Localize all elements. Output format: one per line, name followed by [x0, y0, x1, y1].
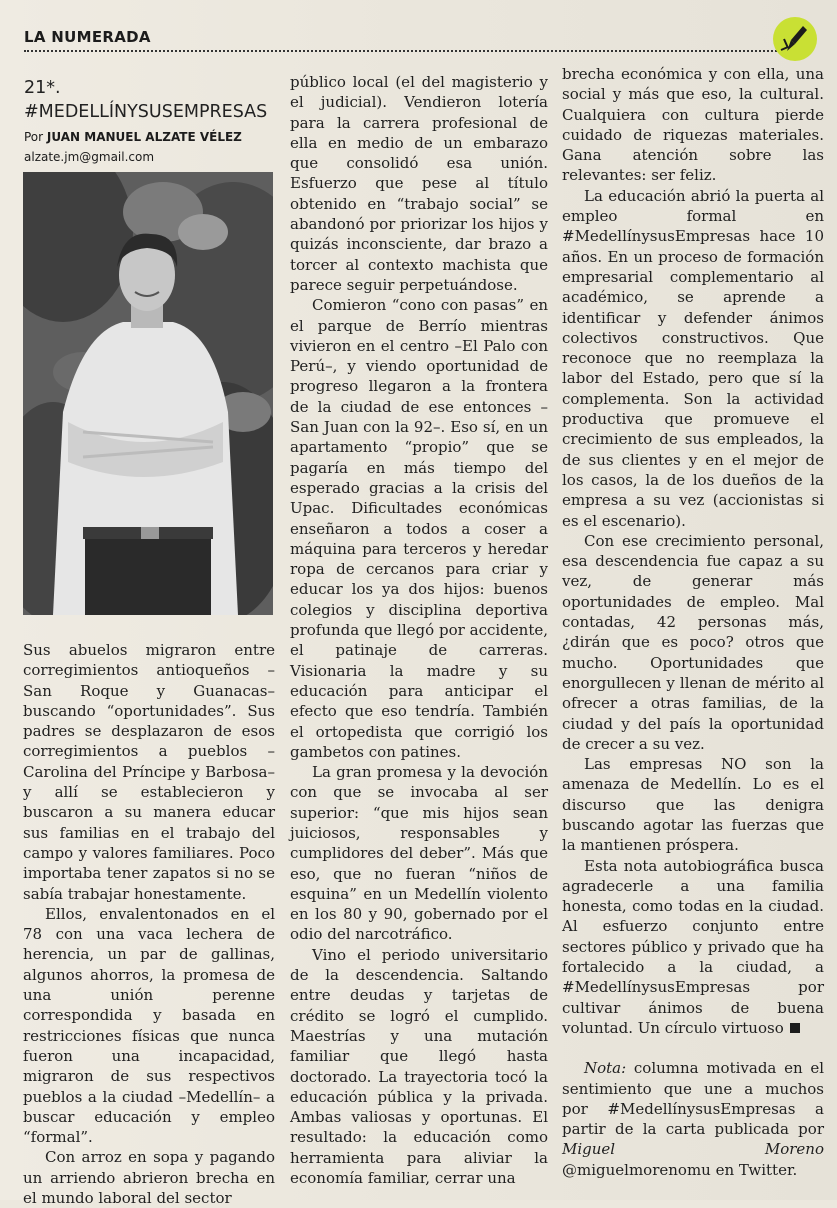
- note-paragraph: [562, 1058, 824, 1180]
- pen-nib-icon: [773, 17, 817, 61]
- paragraph: La gran promesa y la devoción con que se invocaba al ser superior: “que mis hijos sean juiciosos, responsables y cumplidores del deber”. Más que eso, que no fueran “niños de esquina” en un Medellín violento en los 80 y 90, gobernado por el odio del narcotráfico.: [290, 763, 548, 944]
- paragraph: Ellos, envalentonados en el 78 con una vaca lechera de herencia, un par de gallinas, algunos ahorros, la promesa de una unión perenne correspondida y basada en restricciones físicas que nunca fueron una incapacidad, migraron de sus respectivos pueblos a la ciudad –Medellín– a buscar educación y empleo “formal”.: [23, 904, 275, 1147]
- paragraph: Las empresas NO son la amenaza de Medellín. Lo es el discurso que las denigra buscando agotar las fuerzas que la mantienen próspera.: [562, 755, 824, 855]
- article-hashtag: #MEDELLÍNYSUSEMPRESAS: [24, 102, 268, 122]
- paragraph: La educación abrió la puerta al empleo formal en #MedellínysusEmpresas hace 10 años. En un proceso de formación empresarial complementario al académico, se aprende a identificar y defender ánimos colectivos constructivos. Que reconoce que no reemplaza la labor del Estado, pero que sí la complementa. Son la actividad productiva que promueve el crecimiento de sus empleados, la de sus clientes y en el mejor de los casos, la de los dueños de la empresa a su vez (accionistas si es el escenario).: [562, 186, 824, 530]
- paragraph: Comieron “cono con pasas” en el parque de Berrío mientras vivieron en el centro –El Palo con Perú–, y viendo oportunidad de progreso llegaron a la frontera de la ciudad de ese entonces –San Juan con la 92–. Eso sí, en un apartamento “propio” que se pagaría en más tiempo del esperado gracias a la crisis del Upac. Dificultades económicas enseñaron a todos a coser a máquina para terceros y heredar ropa de cercanos para criar y educar los ya dos hijos: buenos colegios y disciplina deportiva profunda que llegó por accidente, el patinaje de carreras. Visionaria la madre y su educación para anticipar el efecto que eso tendría. También el ortopedista que corrigió los gambetos con patines.: [290, 296, 548, 761]
- text-column-1: [23, 640, 275, 1208]
- article-headline: [24, 76, 284, 124]
- note-text-before: columna motivada en el sentimiento que une a muchos por #MedellínysusEmpresas a partir de la carta publicada por: [562, 1059, 824, 1139]
- author-email: alzate.jm@gmail.com: [24, 150, 155, 164]
- paragraph: público local (el del magisterio y el judicial). Vendieron lotería para la carrera profesional de ella en medio de un embarazo que consolidó esa unión. Esfuerzo que pese al título obtenido en “trabajo social” se abandonó por priorizar los hijos y quizás inconsciente, dar brazo a torcer al contexto machista que parece seguir perpetuándose.: [290, 73, 548, 294]
- paragraph: Con arroz en sopa y pagando un arriendo abrieron brecha en el mundo laboral del sector: [23, 1148, 275, 1208]
- note-label: Nota:: [584, 1059, 627, 1078]
- closing-paragraph: [562, 856, 824, 1039]
- byline: [24, 130, 242, 144]
- closing-text: Esta nota autobiográfica busca agradecerle a una familia honesta, como todas en la ciudad. Al esfuerzo conjunto entre sectores público y privado que ha fortalecido a la ciudad, a #MedellínysusEmpresas por cultivar ánimos de buena voluntad. Un círculo virtuoso: [562, 856, 824, 1037]
- paragraph: Con ese crecimiento personal, esa descendencia fue capaz a su vez, de generar más oportunidades de empleo. Mal contadas, 42 personas más, ¿dirán que es poco? otros que mucho. Oportunidades que enorgullecen y llenan de mérito al ofrecer a otras familias, de la ciudad y del país la oportunidad de crecer a su vez.: [562, 531, 824, 753]
- section-title: LA NUMERADA: [24, 28, 151, 46]
- author-photo: [23, 172, 273, 615]
- text-column-3: [562, 64, 824, 1180]
- end-of-article-mark: [790, 1023, 800, 1033]
- paragraph: brecha económica y con ella, una social y más que eso, la cultural. Cualquiera con cultura pierde cuidado de riquezas materiales. Gana atención sobre las relevantes: ser feliz.: [562, 65, 824, 185]
- note-text-after: @miguelmorenomu en Twitter.: [562, 1160, 798, 1179]
- text-column-2: [290, 72, 548, 1188]
- dotted-divider: [24, 50, 784, 52]
- paragraph: Sus abuelos migraron entre corregimientos antioqueños –San Roque y Guanacas– buscando “oportunidades”. Sus padres se desplazaron de esos corregimientos a pueblos –Carolina del Príncipe y Barbosa– y allí se establecieron y buscaron a su manera educar sus familias en el trabajo del campo y valores familiares. Poco importaba tener zapatos si no se sabía trabajar honestamente.: [23, 641, 275, 903]
- paragraph: Vino el periodo universitario de la descendencia. Saltando entre deudas y tarjetas de crédito se logró el cumplido. Maestrías y una mutación familiar que llegó hasta doctorado. La trayectoria tocó la educación pública y la privada. Ambas valiosas y oportunas. El resultado: la educación como herramienta para aliviar la economía familiar, cerrar una: [290, 945, 548, 1188]
- author-name: JUAN MANUEL ALZATE VÉLEZ: [46, 130, 242, 144]
- note-name: Miguel Moreno: [562, 1140, 824, 1159]
- section-badge: [773, 17, 817, 61]
- byline-prefix: Por: [24, 130, 44, 144]
- article-number: 21*.: [24, 78, 61, 98]
